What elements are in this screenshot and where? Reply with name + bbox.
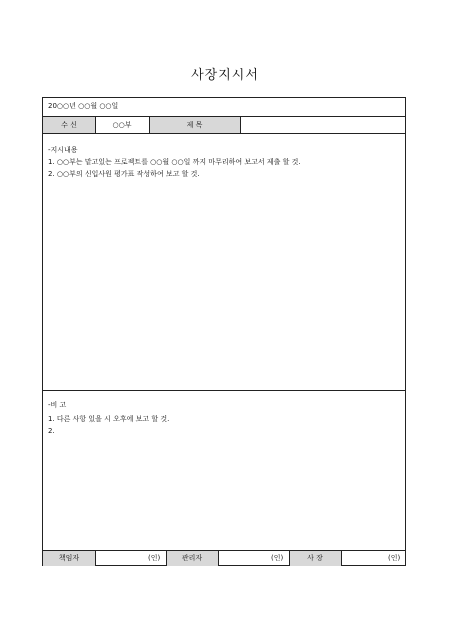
instruction-form	[42, 97, 406, 566]
manager-label: 책임자	[58, 554, 80, 562]
instruction-item[interactable]: 1. ○○부는 맡고있는 프로젝트를 ○○월 ○○일 까지 마무리하여 보고서 제출 할 것.	[48, 158, 301, 166]
instructions-heading: -지시내용	[48, 146, 78, 154]
document-title: 사장지시서	[191, 68, 259, 83]
divider	[341, 550, 342, 566]
remarks-heading: -비 고	[48, 401, 67, 409]
subject-label: 제 목	[186, 121, 203, 129]
remark-item[interactable]: 1. 다른 사항 있을 시 오후에 보고 할 것.	[48, 415, 170, 423]
divider	[149, 116, 150, 133]
divider	[240, 116, 241, 133]
divider	[289, 550, 290, 566]
recipient-field[interactable]: ○○부	[112, 121, 132, 129]
divider	[95, 550, 96, 566]
admin-seal[interactable]: (인)	[271, 554, 284, 562]
president-label: 사 장	[307, 554, 323, 562]
date-field[interactable]: 20○○년 ○○월 ○○일	[48, 102, 119, 110]
president-seal[interactable]: (인)	[388, 554, 401, 562]
admin-label: 관리자	[181, 554, 203, 562]
remark-item[interactable]: 2.	[48, 427, 55, 435]
divider	[218, 550, 219, 566]
divider	[43, 133, 405, 134]
divider	[166, 550, 167, 566]
instruction-item[interactable]: 2. ○○부의 신입사원 평가표 작성하여 보고 할 것.	[48, 170, 200, 178]
manager-seal[interactable]: (인)	[148, 554, 161, 562]
divider	[95, 116, 96, 133]
divider	[43, 550, 405, 551]
recipient-label: 수 신	[61, 121, 77, 129]
divider	[43, 390, 405, 391]
